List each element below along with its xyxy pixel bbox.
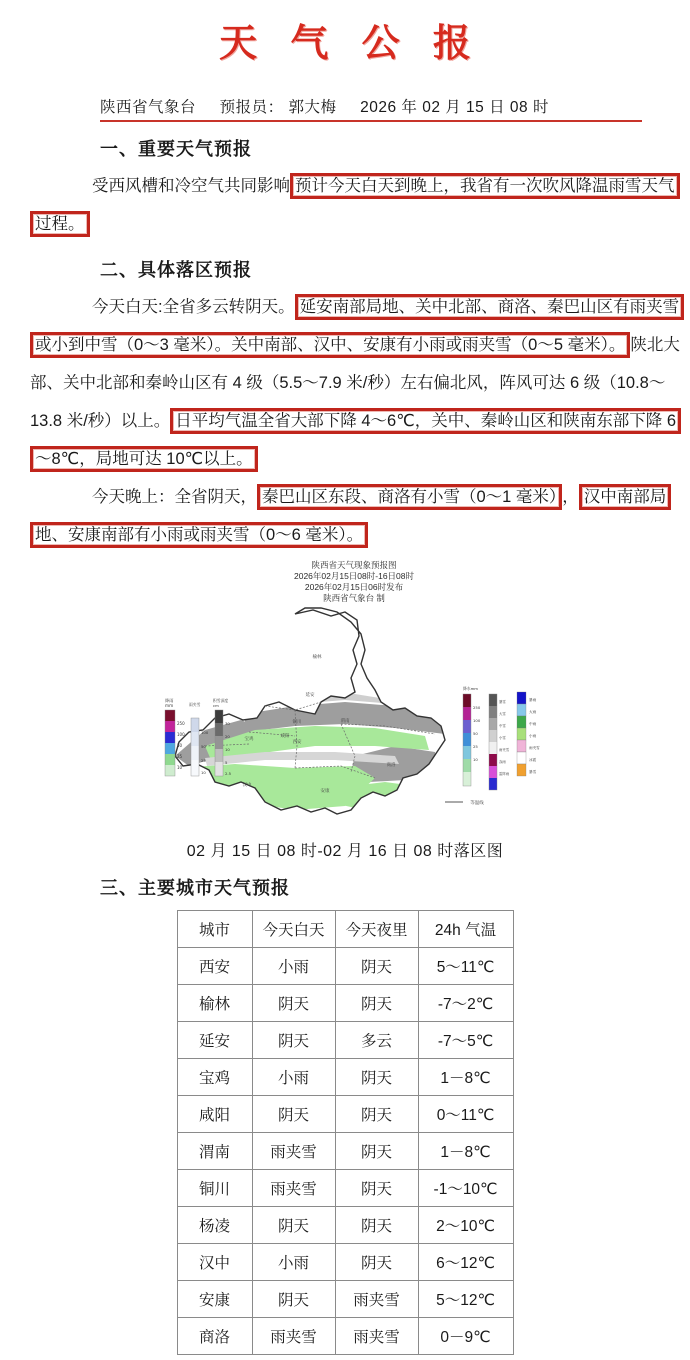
legend-tick: 50 — [201, 744, 206, 749]
legend-item: 雨夹雪 — [499, 748, 510, 752]
shaanxi-weather-map — [145, 606, 545, 834]
legend-tick: 30 — [225, 721, 230, 726]
run-highlighted: 延安南部局地、关中北部、商洛、秦巴山区有雨夹雪或小到中雪（0～3 毫米）。关中南部、汉中、安康有小雨或雨夹雪（0～5 毫米）。 — [30, 294, 684, 358]
cell-temp: 5～11℃ — [418, 948, 513, 985]
cell-day: 小雨 — [252, 1059, 335, 1096]
cell-day: 阴天 — [252, 1207, 335, 1244]
cell-temp: 2～10℃ — [418, 1207, 513, 1244]
legend-tick: 25 — [177, 754, 183, 759]
legend-tick: 25 — [201, 758, 206, 763]
legend-tick: 20 — [225, 734, 230, 739]
legend-item: 大雨 — [529, 710, 537, 714]
legend-tick: 250 — [177, 721, 185, 726]
cell-city: 铜川 — [177, 1170, 252, 1207]
column-header-night: 今天夜里 — [335, 911, 418, 948]
cell-day: 小雨 — [252, 948, 335, 985]
legend-snow-depth-bar — [215, 710, 223, 776]
run-plain: 受西风槽和冷空气共同影响 — [92, 177, 290, 195]
cell-temp: -7～2℃ — [418, 985, 513, 1022]
map-header-line: 陕西省天气现象预报图 — [311, 560, 397, 570]
cell-city: 西安 — [177, 948, 252, 985]
cell-day: 阴天 — [252, 985, 335, 1022]
cell-day: 雨夹雪 — [252, 1318, 335, 1355]
cell-night: 阴天 — [335, 1096, 418, 1133]
cell-day: 雨夹雪 — [252, 1170, 335, 1207]
table-row — [177, 1207, 513, 1244]
legend-tick: 2.5 — [225, 771, 232, 776]
cell-night: 雨夹雪 — [335, 1318, 418, 1355]
cell-night: 阴天 — [335, 1170, 418, 1207]
legend-item: 小雪 — [499, 736, 506, 740]
legend-sleet-title: 雨夹雪 — [189, 702, 201, 707]
legend-tick: 10 — [201, 770, 206, 775]
legend-item: 暴雪 — [499, 700, 506, 704]
section-heading-1: 一、重要天气预报 — [100, 139, 252, 159]
legend-tick: 10 — [473, 757, 478, 762]
table-row — [177, 1170, 513, 1207]
map-label: 安康 — [320, 789, 330, 794]
map-header-line: 2026年02月15日08时-16日08时 — [293, 571, 414, 581]
table-body — [177, 948, 513, 1355]
cell-city: 榆林 — [177, 985, 252, 1022]
run-highlighted: 秦巴山区东段、商洛有小雪（0～1 毫米） — [257, 484, 562, 510]
cell-night: 多云 — [335, 1022, 418, 1059]
legend-snow-depth-unit: cm — [213, 703, 219, 708]
cell-city: 安康 — [177, 1281, 252, 1318]
legend-tick: 100 — [473, 718, 481, 723]
table-header-row — [177, 911, 513, 948]
map-label: 汉中 — [242, 783, 252, 788]
legend-tick: 100 — [177, 732, 185, 737]
cell-city: 商洛 — [177, 1318, 252, 1355]
cell-temp: -7～5℃ — [418, 1022, 513, 1059]
run-plain: ， — [562, 488, 579, 506]
table-row — [177, 1244, 513, 1281]
table-row — [177, 1059, 513, 1096]
contour-legend — [445, 799, 484, 806]
city-forecast-table-wrap — [0, 910, 690, 1355]
cell-temp: 5～12℃ — [418, 1281, 513, 1318]
run-highlighted: 汉中南部局地、安康南部有小雨或雨夹雪（0～6 毫米）。 — [30, 484, 671, 548]
table-row — [177, 1133, 513, 1170]
cell-temp: -1～10℃ — [418, 1170, 513, 1207]
cell-night: 阴天 — [335, 1244, 418, 1281]
legend-tick: 10 — [225, 747, 230, 752]
section-2-paragraph-day — [30, 288, 680, 478]
cell-day: 阴天 — [252, 1022, 335, 1059]
byline-forecaster: 郭大梅 — [288, 99, 337, 116]
byline-datetime: 2026 年 02 月 15 日 08 时 — [360, 99, 549, 116]
legend-weather-swatches — [517, 692, 526, 776]
cell-day: 阴天 — [252, 1096, 335, 1133]
cell-day: 小雨 — [252, 1244, 335, 1281]
column-header-city: 城市 — [177, 911, 252, 948]
map-stage — [0, 606, 690, 836]
section-1-paragraph — [30, 167, 680, 243]
table-row — [177, 1022, 513, 1059]
legend-snow-depth-title: 积雪深度 — [213, 698, 229, 703]
map-label: 宝鸡 — [244, 737, 254, 742]
map-label: 榆林 — [312, 655, 322, 660]
map-header-line: 陕西省气象台 制 — [323, 593, 385, 603]
map-label: 商洛 — [386, 763, 396, 768]
legend-item: 暴雨 — [529, 698, 537, 702]
legend-precip-bar — [463, 694, 471, 786]
table-row — [177, 1281, 513, 1318]
legend-item: 中雪 — [499, 724, 506, 728]
forecast-map-block — [0, 560, 690, 861]
cell-day: 阴天 — [252, 1281, 335, 1318]
table-row — [177, 1096, 513, 1133]
column-header-temp: 24h 气温 — [418, 911, 513, 948]
legend-tick: 100 — [201, 730, 209, 735]
cell-temp: 0－9℃ — [418, 1318, 513, 1355]
legend-precip-ticks — [473, 705, 481, 762]
legend-item: 暴雪 — [529, 770, 537, 774]
legend-sleet-bar — [191, 718, 199, 776]
cell-night: 阴天 — [335, 1059, 418, 1096]
map-header-line: 2026年02月15日06时发布 — [304, 582, 404, 592]
legend-item: 大雪 — [499, 712, 506, 716]
cell-city: 杨凌 — [177, 1207, 252, 1244]
legend-weather-labels — [529, 697, 540, 774]
table-row — [177, 985, 513, 1022]
map-label: 铜川 — [292, 720, 302, 725]
legend-snow-category-bar — [489, 694, 497, 790]
byline-office: 陕西省气象台 — [100, 99, 197, 116]
byline — [100, 95, 642, 122]
map-label: 渭南 — [340, 719, 350, 724]
cell-day: 雨夹雪 — [252, 1133, 335, 1170]
legend-tick: 250 — [473, 705, 481, 710]
legend-precip-title: 降水mm — [463, 686, 478, 691]
cell-city: 宝鸡 — [177, 1059, 252, 1096]
run-plain: 今天白天:全省多云转阴天。 — [92, 298, 295, 316]
legend-rain-unit: mm — [165, 703, 174, 708]
legend-item: 雨夹雪 — [529, 746, 540, 750]
legend-tick: 10 — [177, 765, 183, 770]
legend-snow-category-labels — [499, 699, 510, 776]
section-heading-3: 三、主要城市天气预报 — [100, 878, 290, 898]
map-label: 西安 — [292, 740, 302, 745]
cell-city: 咸阳 — [177, 1096, 252, 1133]
cell-temp: 1－8℃ — [418, 1059, 513, 1096]
legend-rain-title: 降雨 — [165, 698, 174, 703]
legend-item: 中雨 — [529, 722, 537, 726]
legend-item: 冰雹 — [529, 758, 537, 762]
map-label: 延安 — [305, 693, 315, 698]
table-row — [177, 948, 513, 985]
run-highlighted: 日平均气温全省大部下降 4～6℃，关中、秦岭山区和陕南东部下降 6～8℃，局地可达 10℃以上。 — [30, 408, 681, 472]
cell-night: 阴天 — [335, 1133, 418, 1170]
cell-temp: 1－8℃ — [418, 1133, 513, 1170]
cell-night: 阴天 — [335, 1207, 418, 1244]
legend-rain-bar — [165, 710, 175, 776]
cell-city: 延安 — [177, 1022, 252, 1059]
map-header — [18, 560, 690, 604]
run-highlighted: 预计今天白天到晚上，我省有一次吹风降温雨雪天气过程。 — [30, 173, 680, 237]
cell-city: 汉中 — [177, 1244, 252, 1281]
contour-legend-label: 等温线 — [470, 801, 484, 806]
legend-item: 小雨 — [529, 734, 537, 738]
cell-night: 阴天 — [335, 948, 418, 985]
cell-night: 阴天 — [335, 985, 418, 1022]
cell-temp: 6～12℃ — [418, 1244, 513, 1281]
legend-tick: 50 — [177, 743, 183, 748]
legend-tick: 5 — [225, 760, 228, 765]
cell-night: 雨夹雪 — [335, 1281, 418, 1318]
run-plain: 陕北大部、关中北部和秦岭山区有 4 级（5.5～7.9 米/秒）左右偏北风，阵风可达 6 级（10.8～13.8 米/秒）以上。 — [30, 336, 680, 430]
section-heading-2: 二、具体落区预报 — [100, 260, 252, 280]
city-forecast-table — [177, 910, 514, 1355]
byline-forecaster-label: 预报员： — [219, 99, 284, 116]
table-row — [177, 1318, 513, 1355]
section-2-paragraph-night — [30, 478, 680, 554]
column-header-day: 今天白天 — [252, 911, 335, 948]
legend-item: 雷阵雨 — [499, 772, 510, 776]
cell-city: 渭南 — [177, 1133, 252, 1170]
page-title: 天 气 公 报 — [219, 21, 481, 65]
legend-tick: 50 — [473, 731, 478, 736]
cell-temp: 0～11℃ — [418, 1096, 513, 1133]
map-caption: 02 月 15 日 08 时-02 月 16 日 08 时落区图 — [186, 843, 504, 860]
run-plain: 今天晚上：全省阴天， — [92, 488, 257, 506]
legend-tick: 25 — [473, 744, 478, 749]
legend-item: 冻雨 — [499, 760, 506, 764]
map-label: 咸阳 — [280, 734, 290, 739]
